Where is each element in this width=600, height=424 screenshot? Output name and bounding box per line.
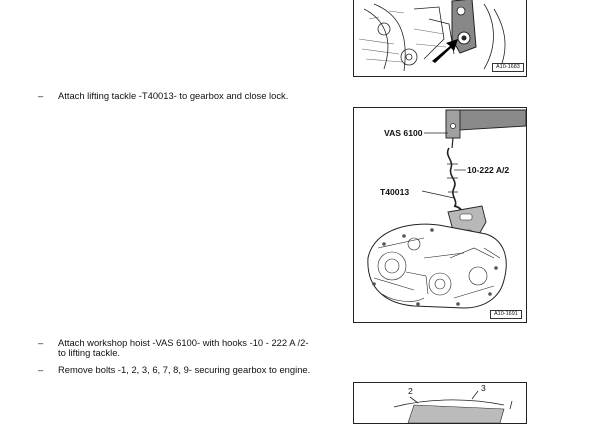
- label-t40013: T40013: [380, 187, 410, 197]
- step-text: Attach workshop hoist -VAS 6100- with hooks -10 - 222 A /2-: [58, 337, 309, 348]
- step-dash: –: [38, 90, 44, 101]
- gearbox-bolts-illustration: [354, 383, 526, 423]
- figure-top: [353, 0, 527, 77]
- step-text: Remove bolts -1, 2, 3, 6, 7, 8, 9- securing gearbox to engine.: [58, 364, 311, 375]
- figure-bottom: [353, 382, 527, 424]
- step-text: Attach lifting tackle -T40013- to gearbox and close lock.: [58, 90, 289, 101]
- figure-middle: [353, 107, 527, 323]
- step-text-continued: to lifting tackle.: [58, 347, 121, 358]
- label-vas-6100: VAS 6100: [384, 128, 423, 138]
- label-bolt-3: 3: [481, 383, 486, 393]
- label-hook-10-222: 10-222 A/2: [467, 165, 510, 175]
- step-dash: –: [38, 337, 44, 348]
- gearbox-hoist-illustration: [354, 108, 526, 322]
- figure-id: A10-1683: [492, 63, 524, 72]
- label-bolt-2: 2: [408, 386, 413, 396]
- step-dash: –: [38, 364, 44, 375]
- figure-id: A10-1691: [490, 310, 522, 319]
